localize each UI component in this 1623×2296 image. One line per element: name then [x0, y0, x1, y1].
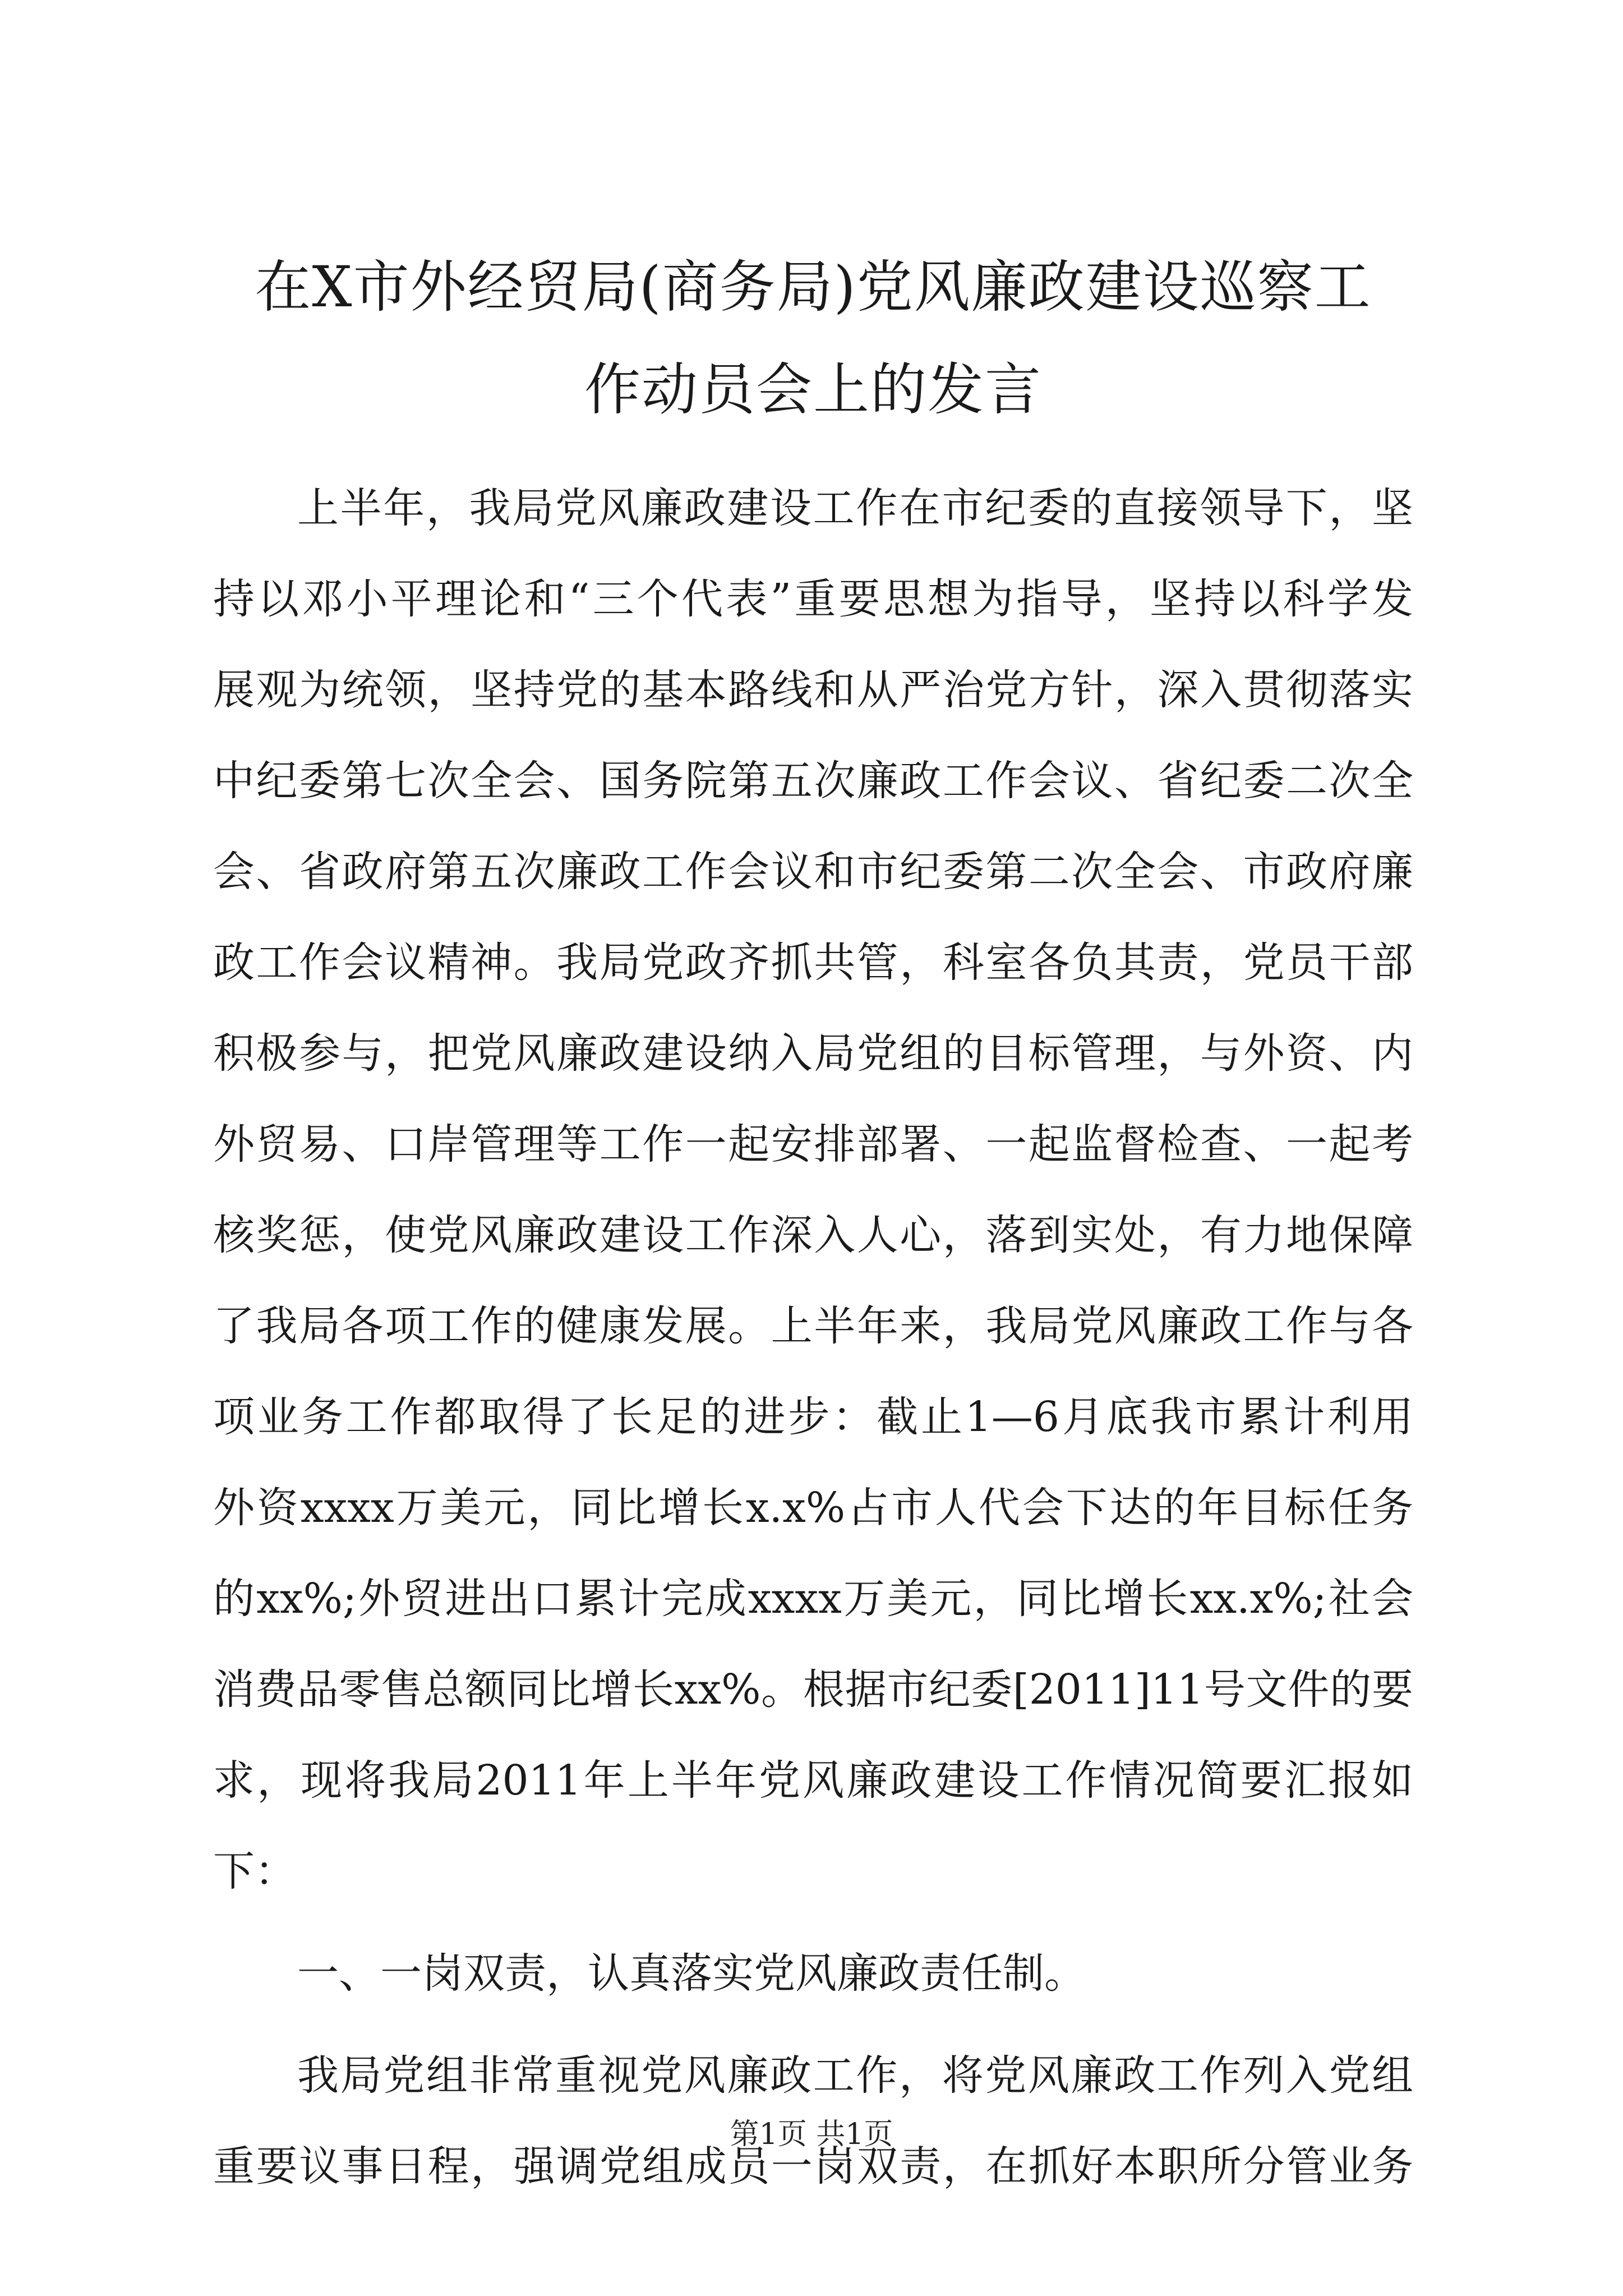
- section-heading: [213, 1928, 1413, 2019]
- paragraph-line: 外资xxxx万美元，同比增长x.x%占市人代会下达的年目标任务: [213, 1484, 1413, 1532]
- paragraph-line: 中纪委第七次全会、国务院第五次廉政工作会议、省纪委二次全: [213, 757, 1413, 805]
- page-number: 第1页 共1页: [730, 2118, 893, 2151]
- paragraph-line: 积极参与，把党风廉政建设纳入局党组的目标管理，与外资、内: [213, 1029, 1413, 1078]
- title-line-1: 在X市外经贸局(商务局)党风廉政建设巡察工: [255, 254, 1372, 320]
- paragraph-line: 展观为统领，坚持党的基本路线和从严治党方针，深入贯彻落实: [213, 666, 1413, 714]
- paragraph-line: 核奖惩，使党风廉政建设工作深入人心，落到实处，有力地保障: [213, 1211, 1413, 1259]
- paragraph-line: 政工作会议精神。我局党政齐抓共管，科室各负其责，党员干部: [213, 938, 1413, 987]
- section-heading-text: 一、一岗双责，认真落实党风廉政责任制。: [297, 1949, 1086, 1998]
- page-footer: [0, 2115, 1623, 2154]
- paragraph-line: 项业务工作都取得了长足的进步：截止1—6月底我市累计利用: [213, 1393, 1413, 1441]
- paragraph-line: 持以邓小平理论和“三个代表”重要思想为指导，坚持以科学发: [213, 575, 1413, 623]
- document-title: [213, 236, 1413, 441]
- paragraph-1: [213, 463, 1413, 1917]
- paragraph-line: 会、省政府第五次廉政工作会议和市纪委第二次全会、市政府廉: [213, 848, 1413, 896]
- paragraph-line: 了我局各项工作的健康发展。上半年来，我局党风廉政工作与各: [213, 1302, 1413, 1350]
- paragraph-line: 求，现将我局2011年上半年党风廉政建设工作情况简要汇报如: [213, 1756, 1413, 1805]
- title-line-2: 作动员会上的发言: [584, 357, 1042, 422]
- paragraph-line: 消费品零售总额同比增长xx%。根据市纪委[2011]11号文件的要: [213, 1665, 1413, 1714]
- paragraph-line: 的xx%;外贸进出口累计完成xxxx万美元，同比增长xx.x%;社会: [213, 1575, 1413, 1623]
- paragraph-line: 上半年，我局党风廉政建设工作在市纪委的直接领导下，坚: [297, 484, 1413, 532]
- document-body: [213, 463, 1413, 2212]
- paragraph-spacer: [213, 1917, 1413, 1928]
- paragraph-line: 外贸易、口岸管理等工作一起安排部署、一起监督检查、一起考: [213, 1120, 1413, 1168]
- paragraph-line: 重要议事日程，强调党组成员一岗双责，在抓好本职所分管业务: [213, 2142, 1413, 2191]
- paragraph-spacer: [213, 2019, 1413, 2030]
- paragraph-line: 我局党组非常重视党风廉政工作，将党风廉政工作列入党组: [297, 2051, 1413, 2100]
- paragraph-line: 下：: [213, 1847, 296, 1895]
